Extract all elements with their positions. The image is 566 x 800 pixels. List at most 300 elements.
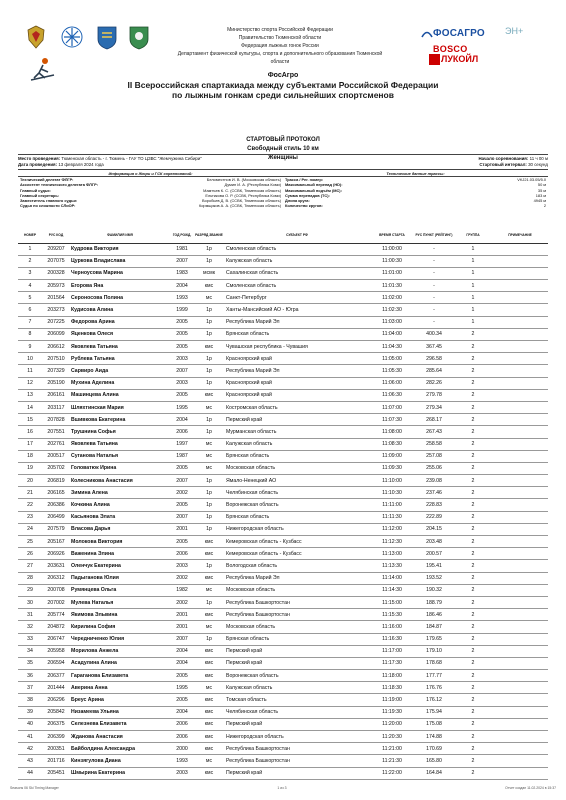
cell-start-time: 11:19:30 [370, 706, 414, 718]
cell-rank: кмс [194, 645, 224, 657]
cell-birth-year: 1993 [170, 292, 194, 304]
cell-rus-points: 282.26 [414, 377, 454, 389]
cell-region: Ханты-Мансийский АО - Югра [224, 304, 370, 316]
column-header-rank: РАЗРЯД ЗВАНИЕ [194, 228, 224, 243]
cell-bib: 33 [18, 633, 42, 645]
cell-note [492, 682, 548, 694]
table-row [18, 353, 548, 365]
cell-name: Аверина Анна [70, 682, 170, 694]
table-body [18, 243, 548, 779]
jury-value: Ельтикова О. Р. (ССВК, Республика Коми) [205, 192, 281, 198]
cell-rank: кмс [194, 718, 224, 730]
tech-heading: Технические данные трассы: [386, 171, 445, 176]
cell-note [492, 377, 548, 389]
cell-rus-code: 205167 [42, 536, 70, 548]
tech-value: VKJ21.03.05/5.0 [517, 177, 546, 183]
table-row [18, 304, 548, 316]
cell-start-time: 11:00:30 [370, 255, 414, 267]
cell-rank: 1р [194, 353, 224, 365]
cell-birth-year: 1981 [170, 243, 194, 255]
cell-start-time: 11:03:00 [370, 316, 414, 328]
start-list-table [18, 228, 548, 780]
cell-rus-code: 206499 [42, 511, 70, 523]
cell-bib: 30 [18, 596, 42, 608]
cell-region: Кемеровская область - Кузбасс [224, 536, 370, 548]
cell-rus-points: 178.68 [414, 657, 454, 669]
cell-name: Рублева Татьяна [70, 353, 170, 365]
cell-birth-year: 2003 [170, 353, 194, 365]
cell-note [492, 304, 548, 316]
cell-rus-points: 267.43 [414, 426, 454, 438]
cell-bib: 42 [18, 743, 42, 755]
cell-rus-code: 209207 [42, 243, 70, 255]
column-header-rus-code: РУС КОД [42, 228, 70, 243]
cell-birth-year: 2006 [170, 548, 194, 560]
table-row [18, 694, 548, 706]
cell-region: Воронежская область [224, 499, 370, 511]
lukoil-logo: ЛУКОЙЛ [441, 54, 479, 64]
table-row [18, 731, 548, 743]
gender: Женщины [268, 155, 298, 161]
cell-name: Морилова Анжела [70, 645, 170, 657]
cell-rank: 1р [194, 414, 224, 426]
cell-name: Асадулина Алина [70, 657, 170, 669]
cell-rus-code: 200708 [42, 584, 70, 596]
cell-note [492, 462, 548, 474]
table-row [18, 438, 548, 450]
cell-group: 2 [454, 536, 492, 548]
cell-rus-points: 204.15 [414, 523, 454, 535]
cell-bib: 38 [18, 694, 42, 706]
cell-note [492, 731, 548, 743]
tech-value: 50 м [537, 182, 546, 188]
event-title-line2: по лыжным гонкам среди сильнейших спортсменов [172, 90, 394, 100]
cell-bib: 21 [18, 487, 42, 499]
table-row [18, 755, 548, 767]
cell-group: 2 [454, 609, 492, 621]
cell-region: Республика Башкортостан [224, 755, 370, 767]
cell-bib: 7 [18, 316, 42, 328]
cell-birth-year: 1995 [170, 401, 194, 413]
cell-birth-year: 2001 [170, 609, 194, 621]
cell-start-time: 11:13:30 [370, 560, 414, 572]
cell-rus-points: 179.65 [414, 633, 454, 645]
column-header-bib: НОМЕР [18, 228, 42, 243]
cell-region: Нижегородская область [224, 523, 370, 535]
cell-rus-points: 255.06 [414, 462, 454, 474]
table-header-row [18, 228, 548, 243]
cell-bib: 37 [18, 682, 42, 694]
cell-name: Румянцева Ольга [70, 584, 170, 596]
cell-group: 2 [454, 450, 492, 462]
cell-birth-year: 2006 [170, 718, 194, 730]
tech-label: Максимальный подъём (MC): [285, 187, 342, 193]
cell-name: Кудрова Виктория [70, 243, 170, 255]
cell-birth-year: 2005 [170, 536, 194, 548]
cell-rus-points: 177.77 [414, 670, 454, 682]
cell-rus-code: 207075 [42, 255, 70, 267]
cell-note [492, 584, 548, 596]
table-row [18, 426, 548, 438]
cell-note [492, 316, 548, 328]
cell-bib: 2 [18, 255, 42, 267]
cell-name: Кинзягулова Диана [70, 755, 170, 767]
table-row [18, 523, 548, 535]
skier-logo-icon [28, 56, 58, 82]
event-title-line1: II Всероссийская спартакиада между субъектами Российской Федерации [127, 80, 439, 90]
table-row [18, 462, 548, 474]
cell-start-time: 11:20:00 [370, 718, 414, 730]
cell-start-time: 11:17:30 [370, 657, 414, 669]
cell-group: 2 [454, 767, 492, 779]
venue-date: 13 февраля 2024 года [58, 162, 104, 167]
venue-start: 11 ч 00 м [529, 156, 548, 161]
table-row [18, 377, 548, 389]
table-row [18, 328, 548, 340]
cell-rank: 1р [194, 633, 224, 645]
discipline: Свободный стиль 10 км [247, 146, 319, 152]
cell-bib: 41 [18, 731, 42, 743]
cell-birth-year: 2005 [170, 462, 194, 474]
cell-region: Ямало-Ненецкий АО [224, 475, 370, 487]
cell-name: Молокова Виктория [70, 536, 170, 548]
cell-rus-points: - [414, 255, 454, 267]
table-row [18, 645, 548, 657]
cell-name: Трушнина Софья [70, 426, 170, 438]
cell-birth-year: 1995 [170, 682, 194, 694]
cell-rus-code: 207828 [42, 414, 70, 426]
cell-rus-code: 206399 [42, 731, 70, 743]
cell-start-time: 11:17:00 [370, 645, 414, 657]
cell-note [492, 389, 548, 401]
coat-of-arms-icon [24, 24, 48, 50]
cell-rus-code: 207579 [42, 523, 70, 535]
cell-region: Московская область [224, 462, 370, 474]
cell-bib: 29 [18, 584, 42, 596]
cell-rank: кмс [194, 548, 224, 560]
cell-region: Нижегородская область [224, 731, 370, 743]
cell-bib: 6 [18, 304, 42, 316]
cell-birth-year: 2005 [170, 694, 194, 706]
cell-region: Брянская область [224, 450, 370, 462]
cell-note [492, 487, 548, 499]
cell-rank: мс [194, 462, 224, 474]
table-row [18, 572, 548, 584]
cell-note [492, 645, 548, 657]
table-row [18, 280, 548, 292]
cell-rus-code: 205842 [42, 706, 70, 718]
cell-name: Федорова Арина [70, 316, 170, 328]
cell-bib: 36 [18, 670, 42, 682]
cell-bib: 32 [18, 621, 42, 633]
jury-label: Ассистент технического делегата ФЛГР: [20, 182, 98, 188]
cell-start-time: 11:07:30 [370, 414, 414, 426]
cell-group: 1 [454, 267, 492, 279]
cell-group: 1 [454, 243, 492, 255]
cell-note [492, 536, 548, 548]
cell-birth-year: 2001 [170, 621, 194, 633]
cell-rus-points: 165.80 [414, 755, 454, 767]
cell-rus-points: 279.34 [414, 401, 454, 413]
cell-rus-points: 200.57 [414, 548, 454, 560]
cell-group: 1 [454, 316, 492, 328]
cell-rus-code: 207510 [42, 353, 70, 365]
cell-name: Гараганова Елизавета [70, 670, 170, 682]
cell-group: 2 [454, 475, 492, 487]
cell-rus-code: 207002 [42, 596, 70, 608]
cell-note [492, 694, 548, 706]
cell-birth-year: 2007 [170, 633, 194, 645]
cell-group: 2 [454, 548, 492, 560]
cell-birth-year: 2007 [170, 511, 194, 523]
cell-rus-code: 206165 [42, 487, 70, 499]
cell-rank: 1р [194, 596, 224, 608]
cell-bib: 19 [18, 462, 42, 474]
cell-birth-year: 2001 [170, 523, 194, 535]
cell-start-time: 11:12:00 [370, 523, 414, 535]
cell-start-time: 11:09:30 [370, 462, 414, 474]
cell-group: 2 [454, 523, 492, 535]
cell-region: Пермский край [224, 767, 370, 779]
cell-rus-code: 205190 [42, 377, 70, 389]
cell-name: Мухина Аделина [70, 377, 170, 389]
cell-rus-points: 179.10 [414, 645, 454, 657]
cell-birth-year: 1993 [170, 755, 194, 767]
cell-region: Костромская область [224, 401, 370, 413]
cell-name: Черноусова Марина [70, 267, 170, 279]
organizer-line: Министерство спорта Российской Федерации [227, 27, 333, 33]
cell-region: Пермский край [224, 414, 370, 426]
column-header-group: ГРУППА [454, 228, 492, 243]
cell-rus-points: - [414, 267, 454, 279]
department-crest-icon [128, 24, 150, 50]
cell-rank: кмс [194, 389, 224, 401]
cell-note [492, 560, 548, 572]
cell-name: Оленчук Екатерина [70, 560, 170, 572]
table-row [18, 718, 548, 730]
cell-rus-code: 206747 [42, 633, 70, 645]
cell-birth-year: 2006 [170, 731, 194, 743]
cell-rus-code: 201564 [42, 292, 70, 304]
cell-group: 2 [454, 596, 492, 608]
cell-note [492, 511, 548, 523]
cell-name: Низамеева Ульяна [70, 706, 170, 718]
cell-rus-points: 188.79 [414, 596, 454, 608]
phosagro-logo: ФОСАГРО [433, 28, 485, 39]
cell-rus-code: 203273 [42, 304, 70, 316]
cell-bib: 1 [18, 243, 42, 255]
organizer-line: Департамент физической культуры, спорта и дополнительного образования Тюменской области [177, 51, 383, 65]
table-row [18, 670, 548, 682]
cell-rank: 1р [194, 499, 224, 511]
cell-rank: мс [194, 755, 224, 767]
cell-rus-points: 228.83 [414, 499, 454, 511]
cell-rank: 1р [194, 523, 224, 535]
cell-bib: 4 [18, 280, 42, 292]
table-row [18, 596, 548, 608]
cell-birth-year: 2005 [170, 389, 194, 401]
cell-rus-points: 190.32 [414, 584, 454, 596]
cell-rank: кмс [194, 657, 224, 669]
cell-region: Московская область [224, 621, 370, 633]
cell-name: Головатюк Ирина [70, 462, 170, 474]
cell-birth-year: 1997 [170, 438, 194, 450]
table-row [18, 255, 548, 267]
cell-bib: 26 [18, 548, 42, 560]
cell-rank: кмс [194, 341, 224, 353]
cell-region: Красноярский край [224, 353, 370, 365]
cell-rus-code: 202761 [42, 438, 70, 450]
cell-rus-code: 206612 [42, 341, 70, 353]
tech-value: 4945 м [533, 198, 546, 204]
cell-note [492, 718, 548, 730]
cell-rus-code: 205958 [42, 645, 70, 657]
cell-rus-code: 203117 [42, 401, 70, 413]
cell-group: 1 [454, 304, 492, 316]
cell-rank: 1р [194, 426, 224, 438]
cell-bib: 11 [18, 365, 42, 377]
cell-rus-code: 205973 [42, 280, 70, 292]
venue-interval: 30 секунд [528, 162, 548, 167]
cell-start-time: 11:08:00 [370, 426, 414, 438]
cell-rus-points: - [414, 292, 454, 304]
cell-rus-points: 257.08 [414, 450, 454, 462]
column-header-name: ФАМИЛИЯ ИМЯ [70, 228, 170, 243]
cell-rus-points: 193.52 [414, 572, 454, 584]
cell-group: 2 [454, 645, 492, 657]
tech-list [283, 177, 548, 208]
sponsor-title: ФосАгро [267, 72, 299, 79]
cell-rus-code: 206375 [42, 718, 70, 730]
venue-block [18, 154, 548, 170]
cell-name: Сероносова Полина [70, 292, 170, 304]
cell-region: Республика Башкортостан [224, 609, 370, 621]
cell-bib: 34 [18, 645, 42, 657]
cell-group: 2 [454, 560, 492, 572]
cell-region: Воронежская область [224, 670, 370, 682]
jury-heading: Информация о Жюри и ГСК соревнований: [108, 171, 193, 176]
table-row [18, 706, 548, 718]
cell-bib: 16 [18, 426, 42, 438]
cell-region: Мурманская область [224, 426, 370, 438]
cell-bib: 20 [18, 475, 42, 487]
cell-note [492, 426, 548, 438]
table-row [18, 560, 548, 572]
cell-rus-points: 239.08 [414, 475, 454, 487]
cell-name: Бреус Арина [70, 694, 170, 706]
table-row [18, 389, 548, 401]
cell-region: Пермский край [224, 645, 370, 657]
cell-note [492, 475, 548, 487]
cell-bib: 17 [18, 438, 42, 450]
table-row [18, 511, 548, 523]
phosagro-mark-icon [421, 28, 433, 38]
cell-name: Падыганова Юлия [70, 572, 170, 584]
venue-interval-label: Стартовый интервал: [479, 162, 527, 167]
cell-start-time: 11:16:30 [370, 633, 414, 645]
cell-rank: кмс [194, 743, 224, 755]
cell-bib: 13 [18, 389, 42, 401]
cell-note [492, 621, 548, 633]
cell-note [492, 341, 548, 353]
cell-birth-year: 2007 [170, 255, 194, 267]
cell-note [492, 255, 548, 267]
cell-name: Шляхтинская Мария [70, 401, 170, 413]
cell-rank: кмс [194, 280, 224, 292]
cell-rank: 1р [194, 255, 224, 267]
cell-birth-year: 2004 [170, 706, 194, 718]
cell-start-time: 11:22:00 [370, 767, 414, 779]
cell-region: Республика Марий Эл [224, 316, 370, 328]
cell-region: Смоленская область [224, 243, 370, 255]
cell-rus-points: 164.84 [414, 767, 454, 779]
column-header-note: ПРИМЕЧАНИЕ [492, 228, 548, 243]
cell-note [492, 596, 548, 608]
cell-group: 2 [454, 743, 492, 755]
cell-start-time: 11:02:00 [370, 292, 414, 304]
cell-start-time: 11:05:30 [370, 365, 414, 377]
cell-region: Вологодская область [224, 560, 370, 572]
cell-name: Сарвиро Аида [70, 365, 170, 377]
cell-start-time: 11:11:30 [370, 511, 414, 523]
cell-name: Егорова Яна [70, 280, 170, 292]
tech-value: 35 м [537, 187, 546, 193]
tech-value: 2 [543, 203, 546, 209]
cell-rus-points: 237.46 [414, 487, 454, 499]
cell-rank: мс [194, 450, 224, 462]
table-row [18, 341, 548, 353]
cell-bib: 10 [18, 353, 42, 365]
cell-rank: 1р [194, 328, 224, 340]
tech-label: Максимальный перепад (HD): [285, 182, 343, 188]
cell-region: Брянская область [224, 633, 370, 645]
cell-rus-points: 184.87 [414, 621, 454, 633]
cell-start-time: 11:06:30 [370, 389, 414, 401]
cell-birth-year: 1987 [170, 450, 194, 462]
column-header-start-time: ВРЕМЯ СТАРТА [370, 228, 414, 243]
cell-rus-code: 206161 [42, 389, 70, 401]
cell-rank: кмс [194, 694, 224, 706]
cell-name: Шмырина Екатерина [70, 767, 170, 779]
cell-rank: кмс [194, 609, 224, 621]
cell-rus-points: 170.69 [414, 743, 454, 755]
cell-region: Калужская область [224, 438, 370, 450]
column-header-rus-points: РУС ПУНКТ (РЕЙТИНГ) [414, 228, 454, 243]
cell-group: 2 [454, 365, 492, 377]
cell-note [492, 353, 548, 365]
cell-rus-points: - [414, 316, 454, 328]
table-row [18, 657, 548, 669]
cell-rus-code: 206099 [42, 328, 70, 340]
cell-note [492, 755, 548, 767]
cell-group: 1 [454, 255, 492, 267]
jury-value: Кормщиков А. А. (ССВК, Тюменская область) [198, 203, 281, 209]
cell-rus-points: 176.12 [414, 694, 454, 706]
cell-rus-code: 201716 [42, 755, 70, 767]
cell-bib: 23 [18, 511, 42, 523]
jury-value: Мамтъев К. С. (ССВК, Тюменская область) [203, 187, 281, 193]
cell-bib: 27 [18, 560, 42, 572]
cell-note [492, 706, 548, 718]
cell-rus-points: - [414, 243, 454, 255]
cell-rank: 1р [194, 377, 224, 389]
cell-group: 2 [454, 670, 492, 682]
table-row [18, 536, 548, 548]
cell-rank: кмс [194, 706, 224, 718]
cell-name: Яковлева Татьяна [70, 341, 170, 353]
cell-rus-code: 206594 [42, 657, 70, 669]
cell-region: Кемеровская область - Кузбасс [224, 548, 370, 560]
